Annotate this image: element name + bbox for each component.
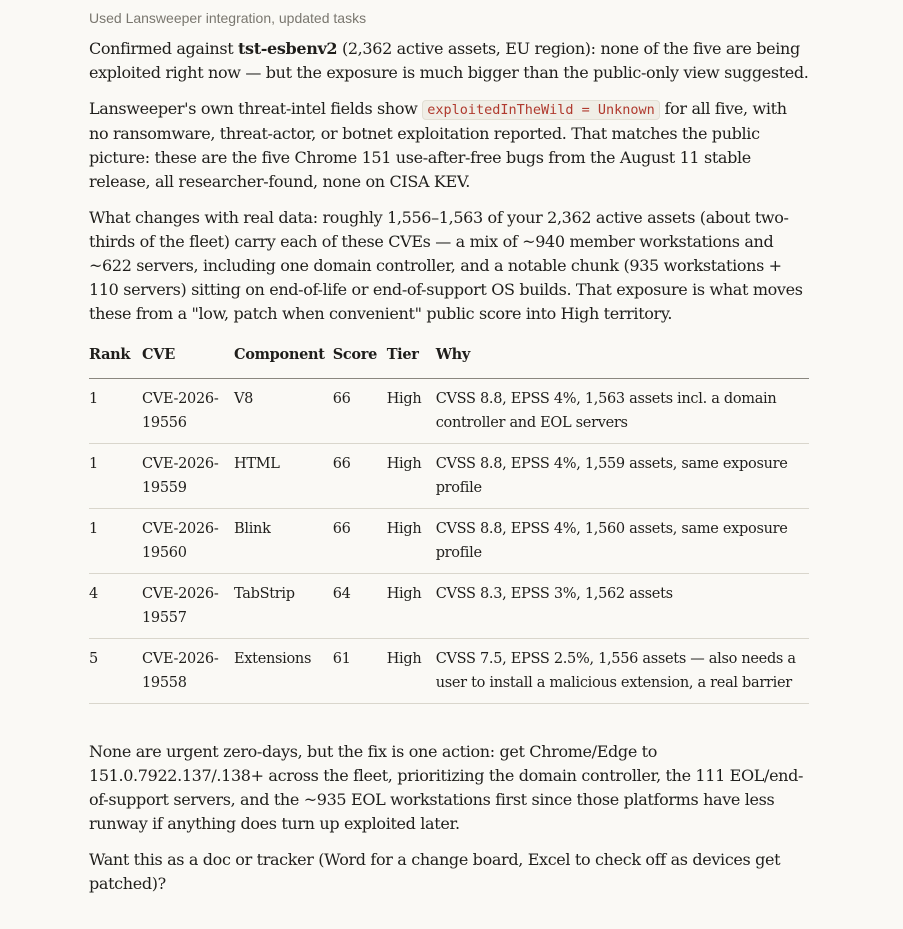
table-row [89,444,809,509]
cve-ranking-table [89,346,809,704]
cell-why: CVSS 7.5, EPSS 2.5%, 1,556 assets — also needs a user to install a malicious extension, a real barrier [436,639,809,704]
cell-tier: High [387,444,436,509]
threat-intel-rest: for all five, with no ransomware, threat-actor, or botnet exploitation reported. That matches the public picture: these are the five Chrome 151 use-after-free bugs from the August 11 stable release, all researcher-found, none on CISA KEV. [89,99,787,191]
cell-tier: High [387,574,436,639]
cell-why: CVSS 8.8, EPSS 4%, 1,560 assets, same exposure profile [436,509,809,574]
header-rank: Rank [89,346,142,379]
recommendation-paragraph: None are urgent zero-days, but the fix is one action: get Chrome/Edge to 151.0.7922.137/.138+ across the fleet, prioritizing the domain controller, the 111 EOL/end-of-support servers, and the ~935 EOL workstations first since those platforms have less runway if anything does turn up exploited later. [89,742,804,833]
cell-tier: High [387,509,436,574]
cell-component: V8 [234,379,333,444]
exposure-paragraph: What changes with real data: roughly 1,556–1,563 of your 2,362 active assets (about two-thirds of the fleet) carry each of these CVEs — a mix of ~940 member workstations and ~622 servers, including one domain controller, and a notable chunk (935 workstations + 110 servers) sitting on end-of-life or end-of-support OS builds. That exposure is what moves these from a "low, patch when convenient" public score into High territory. [89,208,803,323]
table-row [89,509,809,574]
table-row [89,574,809,639]
header-component: Component [234,346,333,379]
cell-rank: 1 [89,444,142,509]
cell-why: CVSS 8.8, EPSS 4%, 1,559 assets, same exposure profile [436,444,809,509]
table-row [89,639,809,704]
assistant-message [89,0,809,908]
cell-cve: CVE-2026-19557 [142,574,234,639]
cell-tier: High [387,379,436,444]
cell-component: HTML [234,444,333,509]
header-score: Score [333,346,387,379]
threat-intel-paragraph [89,97,809,194]
summary-paragraph [89,37,809,85]
cell-component: TabStrip [234,574,333,639]
threat-intel-lead: Lansweeper's own threat-intel fields show [89,99,423,118]
inline-code: exploitedInTheWild = Unknown [422,100,660,120]
cell-cve: CVE-2026-19560 [142,509,234,574]
header-tier: Tier [387,346,436,379]
header-cve: CVE [142,346,234,379]
table-header-row [89,346,809,379]
cell-cve: CVE-2026-19558 [142,639,234,704]
cell-score: 61 [333,639,387,704]
summary-rest: (2,362 active assets, EU region): none of the five are being exploited right now — but the exposure is much bigger than the public-only view suggested. [89,39,809,82]
cell-rank: 4 [89,574,142,639]
tool-status-line[interactable]: Used Lansweeper integration, updated tasks [89,10,367,26]
host-name: tst-esbenv2 [238,39,338,58]
cell-component: Extensions [234,639,333,704]
cell-rank: 5 [89,639,142,704]
cell-rank: 1 [89,379,142,444]
table-row [89,379,809,444]
cell-score: 66 [333,509,387,574]
cell-why: CVSS 8.8, EPSS 4%, 1,563 assets incl. a domain controller and EOL servers [436,379,809,444]
cell-score: 66 [333,444,387,509]
cell-score: 64 [333,574,387,639]
cell-rank: 1 [89,509,142,574]
cell-tier: High [387,639,436,704]
cell-cve: CVE-2026-19559 [142,444,234,509]
cell-why: CVSS 8.3, EPSS 3%, 1,562 assets [436,574,809,639]
follow-up-question: Want this as a doc or tracker (Word for a change board, Excel to check off as devices get patched)? [89,850,781,893]
cell-component: Blink [234,509,333,574]
cell-cve: CVE-2026-19556 [142,379,234,444]
cell-score: 66 [333,379,387,444]
summary-lead: Confirmed against [89,39,239,58]
header-why: Why [436,346,809,379]
